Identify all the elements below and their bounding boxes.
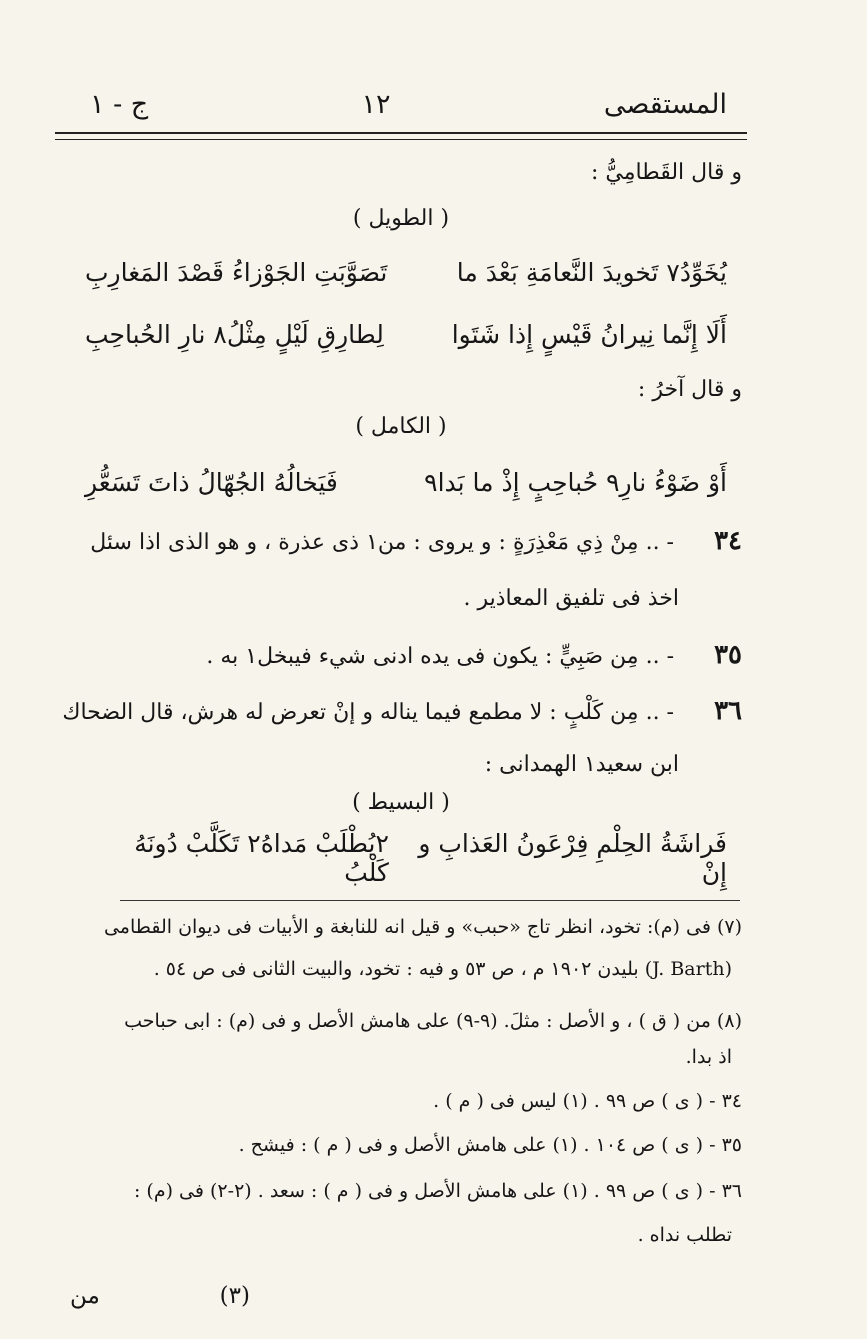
entry-36-text: - .. مِن كَلْبٍ : لا مطمع فيما يناله و إنْ تعرض له هرش، قال الضحاك (62, 700, 674, 725)
entry-34 (60, 526, 742, 557)
verse-1-second-hemistich: تَصَوَّبَتِ الجَوْزاءُ قَصْدَ المَغارِبِ (85, 257, 388, 287)
footnote-7: (٧) فى (م): تخود، انظر تاج «حبب» و قيل انه للنابغة و الأبيات فى ديوان القطامى (103, 916, 742, 938)
entry-34-number: ٣٤ (714, 526, 742, 556)
entry-34-text: - .. مِنْ ذِي مَعْذِرَةٍ : و يروى : من١ ذى عذرة ، و هو الذى اذا سئل (90, 530, 674, 555)
footnote-34: ٣٤ - ( ى ) ص ٩٩ . (١) ليس فى ( م ) . (433, 1090, 742, 1112)
entry-36-number: ٣٦ (714, 696, 742, 726)
running-header (90, 82, 727, 126)
footnote-8: (٨) من ( ق ) ، و الأصل : مثلَ. (٩-٩) على هامش الأصل و فى (م) : ابى حباحب (124, 1010, 742, 1032)
page-footer (70, 1283, 250, 1309)
entry-36 (60, 696, 742, 727)
verse-2 (85, 312, 727, 356)
meter-label-basit: ( البسيط ) (352, 790, 450, 815)
verse-3-first-hemistich: أَوْ ضَوْءُ نارِ٩ حُباحِبٍ إِذْ ما بَدا٩ (424, 467, 727, 497)
meter-label-kamil: ( الكامل ) (355, 414, 447, 439)
header-rule (55, 132, 747, 134)
entry-35-text: - .. مِن صَبِيٍّ : يكون فى يده ادنى شيء فيبخل١ به . (206, 644, 674, 669)
header-rule-thin (55, 139, 747, 140)
footnote-7-continuation: (J. Barth) بليدن ١٩٠٢ م ، ص ٥٣ و فيه : تخود، والبيت الثانى فى ص ٥٤ . (153, 958, 732, 980)
printer-signature: (٣) (219, 1283, 250, 1309)
catchword: من (70, 1283, 100, 1309)
book-title: المستقصى (603, 88, 727, 120)
verse-3 (85, 460, 727, 504)
intro-another: و قال آخرُ : (637, 377, 742, 402)
footnote-36: ٣٦ - ( ى ) ص ٩٩ . (١) على هامش الأصل و فى ( م ) : سعد . (٢-٢) فى (م) : (133, 1180, 742, 1202)
verse-2-first-hemistich: أَلَا إِنَّما نِيرانُ قَيْسٍ إِذا شَتَوا (451, 319, 727, 349)
verse-1 (85, 250, 727, 294)
verse-1-first-hemistich: يُخَوِّدُ٧ تَخويدَ النَّعامَةِ بَعْدَ ما (456, 257, 727, 287)
footnote-36-continuation: تطلب نداه . (637, 1224, 732, 1246)
footnote-35: ٣٥ - ( ى ) ص ١٠٤ . (١) على هامش الأصل و فى ( م ) : فيشح . (238, 1134, 742, 1156)
verse-4 (85, 829, 727, 887)
entry-35-number: ٣٥ (714, 640, 742, 670)
entry-36-continuation: ابن سعيد١ الهمدانى : (484, 752, 679, 777)
verse-2-second-hemistich: لِطارِقِ لَيْلٍ مِثْلُ٨ نارِ الحُباحِبِ (85, 319, 384, 349)
verse-3-second-hemistich: فَيَخالُهُ الجُهّالُ ذاتَ تَسَعُّرِ (85, 467, 338, 497)
verse-4-second-hemistich: ٢يُطْلَبْ مَداهُ٢ تَكَلَّبْ دُونَهُ كَلْبُ (134, 829, 389, 887)
footnote-8-continuation: اذ بدا. (685, 1046, 732, 1068)
entry-34-continuation: اخذ فى تلفيق المعاذير . (463, 586, 679, 611)
page-number: ١٢ (361, 88, 391, 120)
meter-label-tawil: ( الطويل ) (352, 206, 450, 231)
volume-label: ج - ١ (90, 88, 149, 120)
intro-qatami: و قال القَطامِيُّ : (590, 160, 742, 185)
verse-4-first-hemistich: فَراشَةُ الحِلْمِ فِرْعَونُ العَذابِ و إِنْ (418, 829, 727, 887)
entry-35 (60, 640, 742, 671)
footnote-separator (120, 900, 740, 901)
